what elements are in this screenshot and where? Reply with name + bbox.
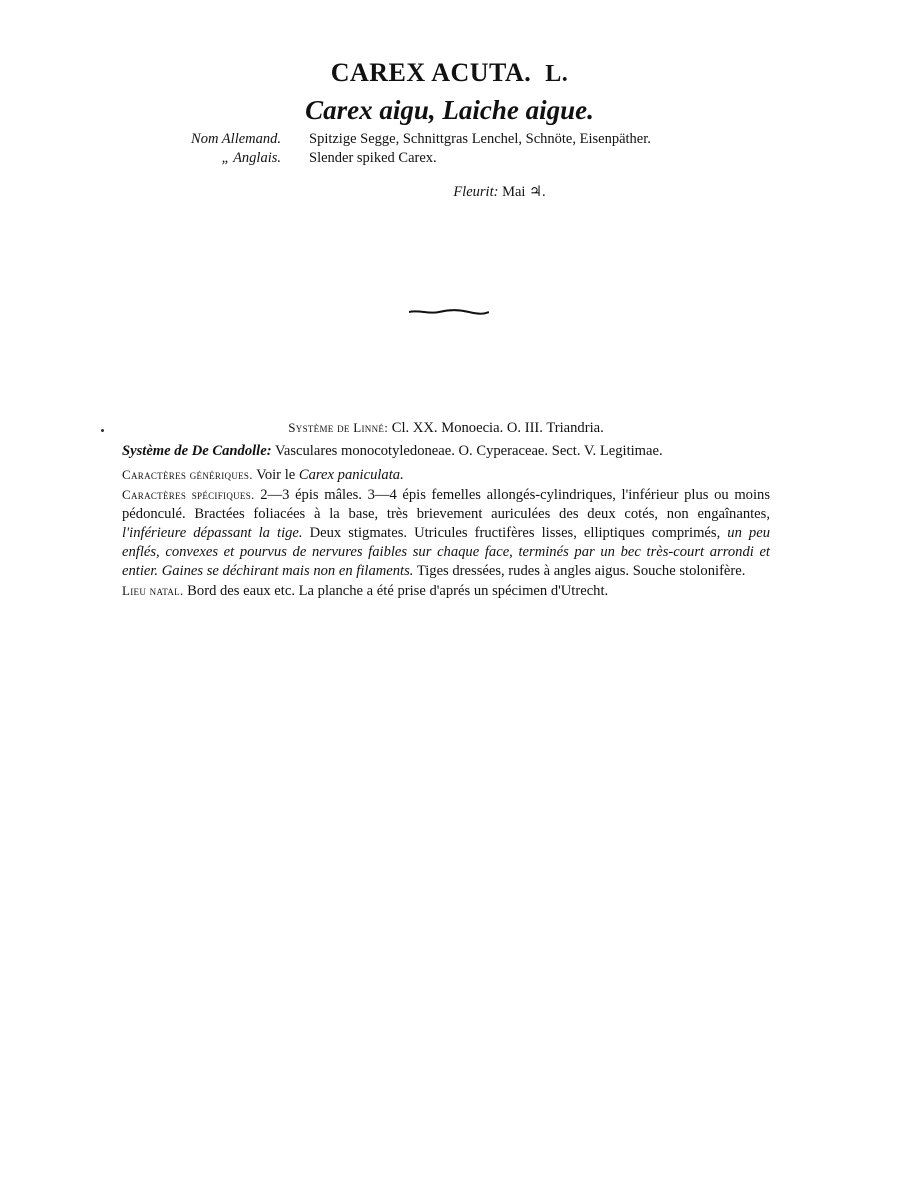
- speck-mark: [101, 429, 104, 432]
- generic-ref: Carex paniculata.: [298, 467, 404, 483]
- specific-text-3: Tiges dressées, rudes à angles aigus. Souche stolonifère.: [416, 563, 746, 579]
- ornamental-divider: [409, 309, 489, 315]
- flowering-line: [0, 184, 899, 201]
- linne-line: [122, 418, 770, 438]
- flowering-value: Mai ♃.: [502, 184, 546, 200]
- species-name: CAREX ACUTA.: [330, 58, 532, 87]
- name-label: Nom Allemand.: [191, 131, 281, 147]
- linne-label: Système de Linné:: [288, 420, 389, 435]
- native-habitat: [122, 581, 770, 601]
- vernacular-names: [0, 130, 899, 168]
- candolle-value: Vasculares monocotyledoneae. O. Cyperaceae. Sect. V. Legitimae.: [274, 443, 663, 459]
- generic-label: Caractères génériques.: [122, 467, 253, 482]
- description-body: [122, 418, 770, 601]
- name-row-german: [0, 130, 899, 149]
- generic-text: Voir le: [256, 467, 296, 483]
- name-row-english: [0, 149, 899, 168]
- candolle-line: [122, 442, 770, 461]
- specific-italic-1: l'inférieure dépassant la tige.: [122, 525, 303, 541]
- habitat-text: Bord des eaux etc. La planche a été prise d'aprés un spécimen d'Utrecht.: [187, 583, 609, 599]
- specific-label: Caractères spécifiques.: [122, 487, 255, 502]
- common-name-french: Carex aigu, Laiche aigue.: [305, 95, 594, 125]
- author-abbrev: L.: [545, 61, 569, 87]
- name-label: „ Anglais.: [221, 150, 281, 166]
- specific-text-2: Deux stigmates. Utricules fructifères lisses, elliptiques comprimés,: [309, 525, 721, 541]
- habitat-label: Lieu natal.: [122, 583, 184, 598]
- specific-italic-2: un peu enflés, convexes et pourvus de nervures faibles sur chaque face, terminés par un bec très-court arrondi et entier. Gaines se déchirant mais non en filaments.: [122, 525, 770, 579]
- candolle-label: Système de De Candolle:: [122, 443, 272, 459]
- page-title: [0, 58, 899, 88]
- specific-characters: [122, 485, 770, 581]
- name-value: Slender spiked Carex.: [309, 150, 437, 166]
- flowering-label: Fleurit:: [453, 184, 499, 200]
- linne-value: Cl. XX. Monoecia. O. III. Triandria.: [391, 420, 604, 436]
- specific-text-1: 2—3 épis mâles. 3—4 épis femelles allongés-cylindriques, l'inférieur plus ou moins pédonculé. Bractées foliacées à la base, très brievement auriculées des deux cotés, non engaînantes,: [122, 487, 771, 522]
- generic-characters: [122, 465, 770, 485]
- name-value: Spitzige Segge, Schnittgras Lenchel, Schnöte, Eisenpäther.: [309, 131, 651, 147]
